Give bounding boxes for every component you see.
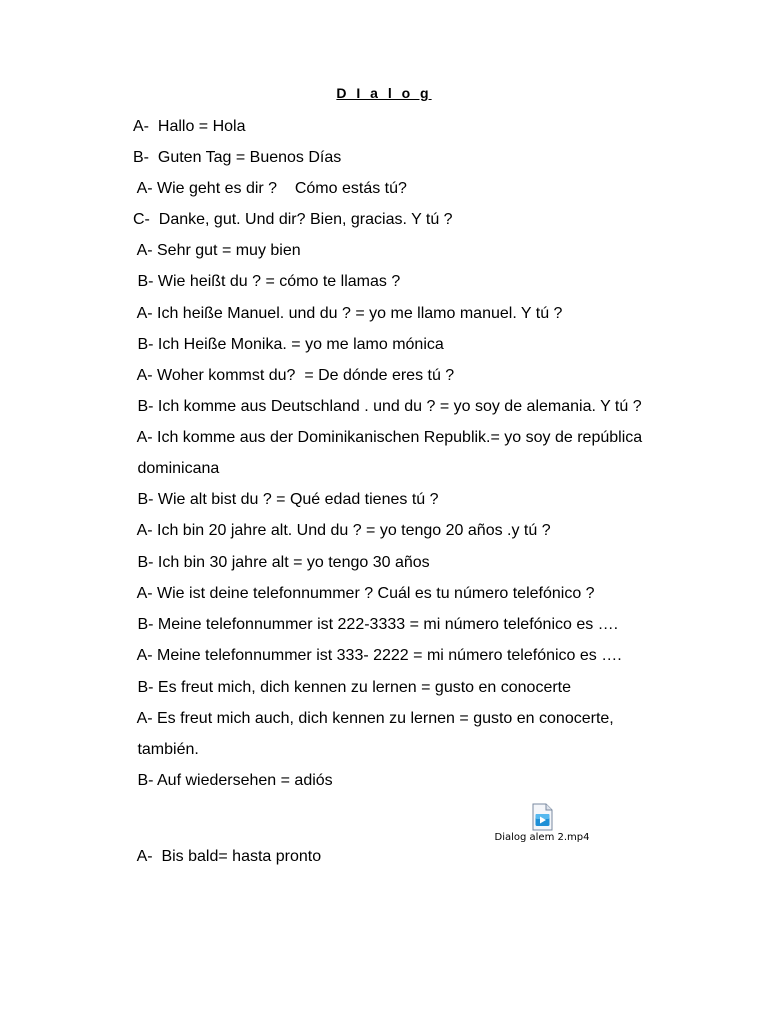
dialog-line: A- Meine telefonnummer ist 333- 2222 = mi número telefónico es …. xyxy=(133,647,622,664)
dialog-line: B- Wie heißt du ? = cómo te llamas ? xyxy=(133,273,401,290)
dialog-line: A- Sehr gut = muy bien xyxy=(133,242,301,259)
dialog-line: A- Wie ist deine telefonnummer ? Cuál es tu número telefónico ? xyxy=(133,585,595,602)
dialog-line: B- Meine telefonnummer ist 222-3333 = mi número telefónico es …. xyxy=(133,616,619,633)
dialog-line: A- Ich bin 20 jahre alt. Und du ? = yo tengo 20 años .y tú ? xyxy=(133,522,551,539)
dialog-line: B- Ich Heiße Monika. = yo me lamo mónica xyxy=(133,336,444,353)
dialog-line: B- Ich bin 30 jahre alt = yo tengo 30 años xyxy=(133,554,430,571)
dialog-line: A- Hallo = Hola xyxy=(133,118,246,135)
dialog-line: A- Es freut mich auch, dich kennen zu lernen = gusto en conocerte, xyxy=(133,710,614,727)
dialog-line: dominicana xyxy=(133,460,220,477)
dialog-line: B- Ich komme aus Deutschland . und du ? = yo soy de alemania. Y tú ? xyxy=(133,398,642,415)
dialog-line: B- Wie alt bist du ? = Qué edad tienes tú ? xyxy=(133,491,439,508)
dialog-line: A- Woher kommst du? = De dónde eres tú ? xyxy=(133,367,455,384)
dialog-line: A- Ich heiße Manuel. und du ? = yo me llamo manuel. Y tú ? xyxy=(133,305,563,322)
video-file-icon xyxy=(529,803,555,831)
document-title: D I a l o g xyxy=(336,85,432,101)
dialog-line: A- Ich komme aus der Dominikanischen Republik.= yo soy de república xyxy=(133,429,643,446)
attachment-file-name: Dialog alem 2.mp4 xyxy=(494,832,590,843)
dialog-line: A- Bis bald= hasta pronto xyxy=(133,848,322,865)
video-attachment[interactable] xyxy=(490,803,594,843)
dialog-line: B- Es freut mich, dich kennen zu lernen = gusto en conocerte xyxy=(133,679,572,696)
dialog-line: B- Guten Tag = Buenos Días xyxy=(133,149,342,166)
dialog-line: C- Danke, gut. Und dir? Bien, gracias. Y tú ? xyxy=(133,211,453,228)
dialog-line: A- Wie geht es dir ? Cómo estás tú? xyxy=(133,180,407,197)
dialog-line: también. xyxy=(133,741,199,758)
dialog-line: B- Auf wiedersehen = adiós xyxy=(133,772,333,789)
